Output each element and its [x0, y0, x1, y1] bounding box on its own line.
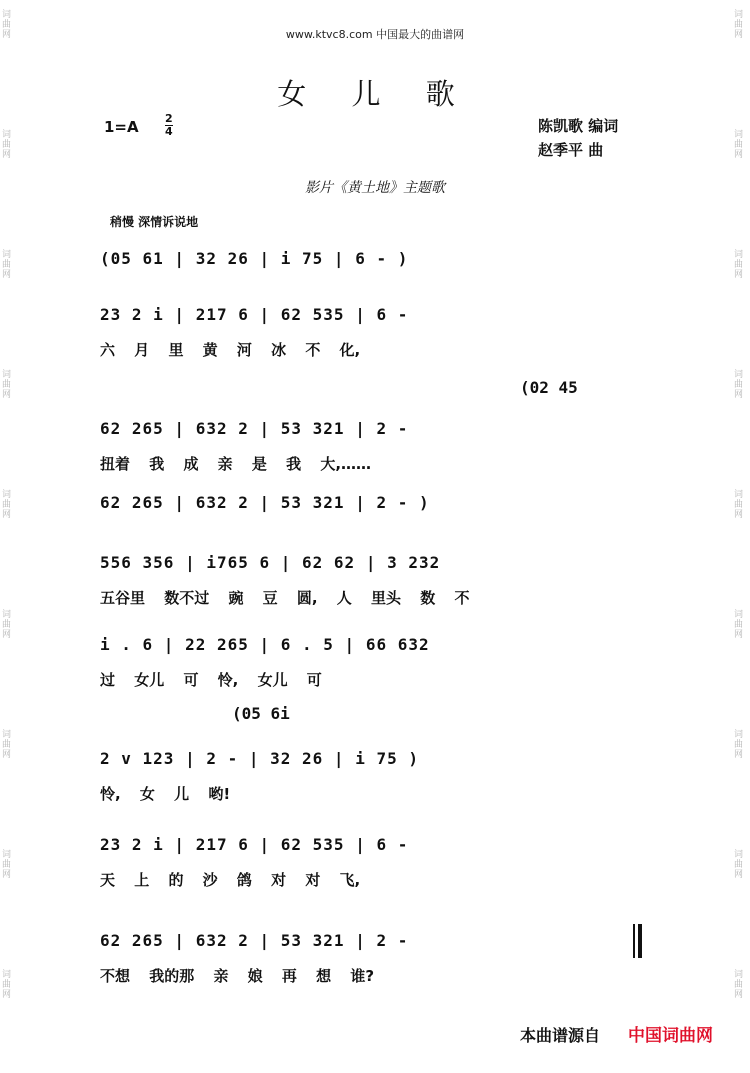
song-subtitle: 影片《黄土地》主题歌 [305, 180, 445, 196]
pickup-phrase: (05 6i [232, 704, 290, 723]
lyrics-line: 六 月 里 黄 河 冰 不 化, [100, 341, 361, 359]
watermark-text: 词曲网 [2, 610, 12, 640]
watermark-text: 词曲网 [734, 970, 744, 1000]
notation-line: 2 v 123 | 2 - | 32 26 | i 75 ) [100, 749, 419, 768]
source-site-logo[interactable]: 中国词曲网 [628, 1026, 713, 1046]
final-barline [633, 924, 635, 958]
watermark-right [734, 0, 748, 1073]
lyrics-line: 天 上 的 沙 鸽 对 对 飞, [100, 871, 361, 889]
meter-upper: 2 [165, 112, 173, 125]
watermark-text: 词曲网 [2, 970, 12, 1000]
site-tagline: 中国最大的曲谱网 [376, 28, 465, 41]
lyrics-line: 过 女儿 可 怜, 女儿 可 [100, 671, 322, 689]
watermark-text: 词曲网 [734, 730, 744, 760]
watermark-text: 词曲网 [2, 370, 12, 400]
time-signature [165, 113, 173, 138]
notation-line: 23 2 i | 217 6 | 62 535 | 6 - [100, 835, 409, 854]
watermark-text: 词曲网 [734, 370, 744, 400]
notation-line: i . 6 | 22 265 | 6 . 5 | 66 632 [100, 635, 430, 654]
lyrics-line: 不想 我的那 亲 娘 再 想 谁? [100, 967, 375, 985]
notation-line: (05 61 | 32 26 | i 75 | 6 - ) [100, 249, 409, 268]
key-signature: 1=A [104, 118, 139, 136]
tempo-marking: 稍慢 深情诉说地 [110, 215, 199, 229]
watermark-text: 词曲网 [734, 130, 744, 160]
meter-lower: 4 [165, 125, 173, 138]
song-title: 女 儿 歌 [277, 77, 473, 111]
watermark-text: 词曲网 [734, 610, 744, 640]
watermark-text: 词曲网 [2, 490, 12, 520]
watermark-text: 词曲网 [2, 850, 12, 880]
composer: 赵季平 曲 [538, 141, 604, 159]
notation-line: 62 265 | 632 2 | 53 321 | 2 - [100, 931, 409, 950]
watermark-text: 词曲网 [2, 730, 12, 760]
credits [538, 114, 618, 162]
site-header [0, 26, 750, 42]
lyrics-line: 五谷里 数不过 豌 豆 圆, 人 里头 数 不 [100, 589, 470, 607]
lyricist: 陈凯歌 编词 [538, 117, 619, 135]
site-url[interactable]: www.ktvc8.com [285, 28, 373, 41]
watermark-text: 词曲网 [734, 850, 744, 880]
watermark-text: 词曲网 [734, 490, 744, 520]
lyrics-line: 怜, 女 儿 哟! [100, 785, 231, 803]
watermark-text: 词曲网 [734, 250, 744, 280]
watermark-text: 词曲网 [734, 10, 744, 40]
notation-line: 556 356 | i765 6 | 62 62 | 3 232 [100, 553, 441, 572]
source-label: 本曲谱源自 [520, 1026, 601, 1045]
lyrics-line: 扭着 我 成 亲 是 我 大,…… [100, 455, 372, 473]
final-barline-thick [638, 924, 642, 958]
notation-line: 62 265 | 632 2 | 53 321 | 2 - ) [100, 493, 430, 512]
pickup-phrase: (02 45 [520, 378, 578, 397]
notation-line: 23 2 i | 217 6 | 62 535 | 6 - [100, 305, 409, 324]
notation-line: 62 265 | 632 2 | 53 321 | 2 - [100, 419, 409, 438]
watermark-text: 词曲网 [2, 10, 12, 40]
watermark-text: 词曲网 [2, 130, 12, 160]
watermark-left [2, 0, 16, 1073]
watermark-text: 词曲网 [2, 250, 12, 280]
